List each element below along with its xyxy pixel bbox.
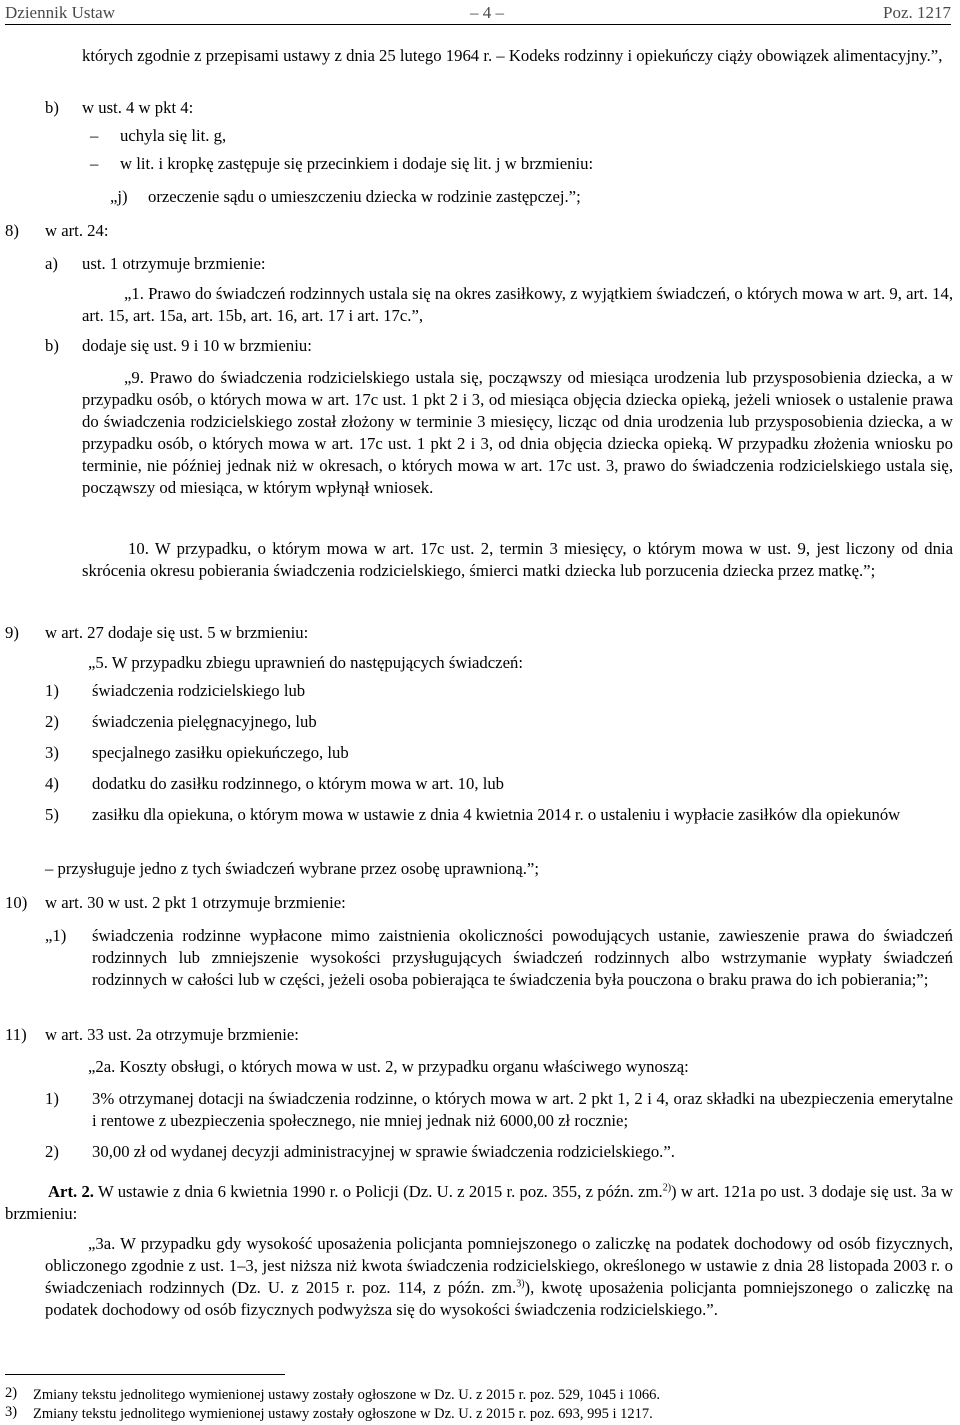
point-number: 9) [5, 623, 19, 642]
list-item-text: świadczenia pielęgnacyjnego, lub [92, 712, 317, 731]
quoted-text: „3a. W przypadku gdy wysokość uposażenia policjanta pomniejszonego o zaliczkę na podatek dochodowy od osób fizycznych, obliczonego zgodnie z ust. 1–3, jest niższa niż kwota świadczenia rodzicielskiego, określonego w ustawie z dnia 28 listopada 2003 r. o świadczeniach rodzinnych (Dz. U. z 2015 r. poz. 114, z późn. zm. [45, 1234, 953, 1297]
footnote-text: Zmiany tekstu jednolitego wymienionej ustawy zostały ogłoszone w Dz. U. z 2015 r. poz. 529, 1045 i 1066. [33, 1387, 661, 1403]
list-marker: b) [45, 336, 59, 355]
article-text: W ustawie z dnia 6 kwietnia 1990 r. o Policji (Dz. U. z 2015 r. poz. 355, z późn. zm. [97, 1182, 663, 1201]
list-marker: b) [45, 98, 59, 117]
article-2-paragraph [5, 1181, 953, 1225]
footnote-mark: 3) [5, 1404, 18, 1420]
quoted-paragraph [45, 1233, 953, 1321]
article-label: Art. 2. [48, 1182, 94, 1201]
list-marker: 1) [45, 681, 59, 700]
list-marker: 3) [45, 743, 59, 762]
article-text: ) w art. 121a po ust. 3 dodaje się ust. 3a w brzmieniu: [5, 1182, 954, 1223]
list-item-text: 30,00 zł od wydanej decyzji administracyjnej w sprawie świadczenia rodzicielskiego.”. [92, 1142, 675, 1161]
point-number: 11) [5, 1025, 27, 1044]
list-item-text: zasiłku dla opiekuna, o którym mowa w ustawie z dnia 4 kwietnia 2014 r. o ustaleniu i wypłacie zasiłków dla opiekunów [92, 805, 901, 824]
quote-marker: „j) [110, 187, 128, 206]
point-number: 8) [5, 221, 19, 240]
position-number: Poz. 1217 [883, 3, 951, 22]
point-number: 10) [5, 893, 28, 912]
header-rule [5, 24, 951, 25]
quoted-paragraph: „9. Prawo do świadczenia rodzicielskiego ustala się, począwszy od miesiąca urodzenia lub przysposobienia dziecka, a w przypadku osób, o których mowa w art. 17c ust. 1 pkt 2 i 3, od miesiąca objęcia dziecka opieką, jeżeli wniosek o ustalenie prawa do świadczenia rodzicielskiego został złożony w terminie 3 miesięcy, licząc od dnia urodzenia lub przysposobienia dziecka, a w przypadku osób, o których mowa w art. 17c ust. 1 pkt 2 i 3, od dnia objęcia dziecka opieką. W przypadku złożenia wniosku po terminie, nie później jednak niż w okresach, o których mowa w art. 17c ust. 3, prawo do świadczenia rodzicielskiego ustala się, począwszy od miesiąca, w którym wpłynął wniosek. [82, 368, 953, 497]
footnote-ref: 3) [516, 1278, 525, 1290]
quoted-paragraph: „1. Prawo do świadczeń rodzinnych ustala się na okres zasiłkowy, z wyjątkiem świadczeń, o których mowa w art. 9, art. 14, art. 15, art. 15a, art. 15b, art. 16, art. 17 i art. 17c.”, [82, 284, 953, 325]
journal-title: Dziennik Ustaw [5, 3, 116, 22]
quoted-text: orzeczenie sądu o umieszczeniu dziecka w rodzinie zastępczej.”; [148, 187, 581, 206]
quote-marker: „1) [45, 926, 67, 945]
point-text: w art. 27 dodaje się ust. 5 w brzmieniu: [45, 623, 309, 642]
dash-marker: – [90, 154, 99, 173]
footnote-separator [5, 1374, 285, 1375]
list-item-text: w lit. i kropkę zastępuje się przecinkiem i dodaje się lit. j w brzmieniu: [120, 154, 594, 173]
list-item-text: dodatku do zasiłku rodzinnego, o którym mowa w art. 10, lub [92, 774, 505, 793]
quoted-text: ), kwotę uposażenia policjanta pomniejszonego o zaliczkę na podatek dochodowy od osób fizycznych podwyższa się do wysokości świadczenia rodzicielskiego.”. [45, 1278, 953, 1319]
list-marker: 2) [45, 1142, 59, 1161]
footnote-mark: 2) [5, 1385, 18, 1401]
point-text: w art. 24: [45, 221, 109, 240]
list-item-text: ust. 1 otrzymuje brzmienie: [82, 254, 266, 273]
list-marker: 4) [45, 774, 59, 793]
footnote-text: Zmiany tekstu jednolitego wymienionej ustawy zostały ogłoszone w Dz. U. z 2015 r. poz. 693, 995 i 1217. [33, 1406, 653, 1422]
list-item-text: 3% otrzymanej dotacji na świadczenia rodzinne, o których mowa w art. 2 pkt 1, 2 i 4, oraz składki na ubezpieczenia emerytalne i rentowe z ubezpieczenia społecznego, nie mniej jednak niż 6000,00 zł rocznie; [92, 1089, 953, 1130]
footnote-ref: 2) [662, 1182, 672, 1194]
list-marker: 5) [45, 805, 59, 824]
list-item-text: specjalnego zasiłku opiekuńczego, lub [92, 743, 349, 762]
point-text: w art. 33 ust. 2a otrzymuje brzmienie: [45, 1025, 299, 1044]
point-text: w art. 30 w ust. 2 pkt 1 otrzymuje brzmienie: [45, 893, 346, 912]
page-header [5, 0, 951, 24]
list-marker: a) [45, 254, 58, 273]
closing-text: – przysługuje jedno z tych świadczeń wybrane przez osobę uprawnioną.”; [45, 859, 539, 878]
quoted-text: „2a. Koszty obsługi, o których mowa w ust. 2, w przypadku organu właściwego wynoszą: [88, 1057, 689, 1076]
list-item-text: dodaje się ust. 9 i 10 w brzmieniu: [82, 336, 312, 355]
quoted-paragraph: świadczenia rodzinne wypłacone mimo zaistnienia okoliczności powodujących ustanie, zawieszenie prawa do świadczeń rodzinnych lub zmniejszenie wysokości przysługujących świadczeń rodzinnych albo wstrzymanie wypłaty świadczeń rodzinnych w całości lub w części, jeżeli osoba pobierająca te świadczenia była pouczona o braku prawa do ich pobierania;”; [92, 926, 953, 989]
list-marker: 1) [45, 1089, 59, 1108]
list-item-text: świadczenia rodzicielskiego lub [92, 681, 306, 700]
quoted-text: „5. W przypadku zbiegu uprawnień do następujących świadczeń: [88, 653, 523, 672]
dash-marker: – [90, 126, 99, 145]
page-number: – 4 – [470, 3, 504, 22]
list-marker: 2) [45, 712, 59, 731]
list-item-text: uchyla się lit. g, [120, 126, 227, 145]
list-item-text: w ust. 4 w pkt 4: [82, 98, 194, 117]
paragraph-continuation: których zgodnie z przepisami ustawy z dnia 25 lutego 1964 r. – Kodeks rodzinny i opiekuńczy ciąży obowiązek alimentacyjny.”, [82, 46, 943, 65]
quoted-paragraph: 10. W przypadku, o którym mowa w art. 17c ust. 2, termin 3 miesięcy, o którym mowa w ust. 9, jest liczony od dnia skrócenia okresu pobierania świadczenia rodzicielskiego, śmierci matki dziecka lub porzucenia dziecka przez matkę.”; [82, 539, 953, 580]
